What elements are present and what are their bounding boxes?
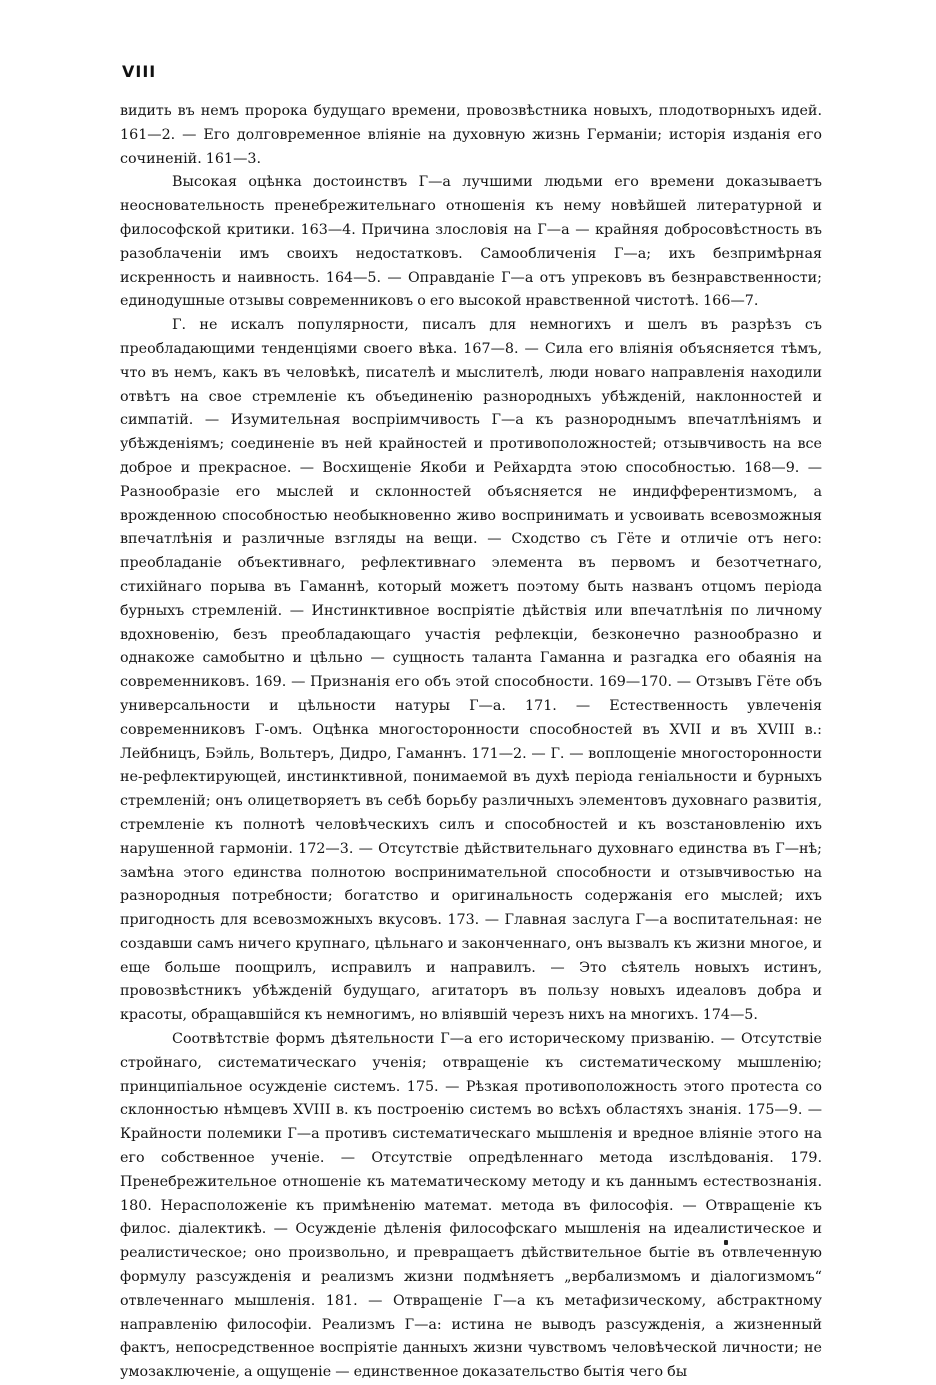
page-number: VIII: [122, 62, 157, 81]
paragraph-forms-of-activity: Соотвѣтствіе формъ дѣятельности Г—а его историческому призванію. — Отсутствіе стройнаго, систематическаго ученія; отвращеніе къ систематическому мышленію; принципіальное осужденіе системъ. 175. — Рѣзкая противоположность этого протеста со склонностью нѣмцевъ XVIII в. къ построенію системъ во всѣхъ областяхъ знанія. 175—9. — Крайности полемики Г—а противъ систематическаго мышленія и вредное вліяніе этого на его собственное ученіе. — Отсутствіе опредѣленнаго метода изслѣдованія. 179. Пренебрежительное отношеніе къ математическому методу и къ даннымъ естествознанія. 180. Нерасположеніе къ примѣненію математ. метода въ философія. — Отвращеніе къ филос. діалектикѣ. — Осужденіе дѣленія философскаго мышленія на идеалистическое и реалистическое; оно произвольно, и превращаетъ дѣйствительное бытіе въ отвлеченную формулу разсужденія и реализмъ жизни подмѣняетъ „вербализмомъ и діалогизмомъ“ отвлеченнаго мышленія. 181. — Отвращеніе Г—а къ метафизическому, абстрактному направленію философіи. Реализмъ Г—а: истина не выводъ разсужденія, а жизненный фактъ, непосредственное воспріятіе данныхъ жизни чувствомъ человѣческой личности; не умозаключеніе, а ощущеніе — единственное доказательство бытія чего бы: [120, 1031, 822, 1381]
page-body-text: [120, 100, 822, 1385]
paragraph-continuation: видить въ немъ пророка будущаго времени, провозвѣстника новыхъ, плодотворныхъ идей. 161—2. — Его долговременное вліяніе на духовную жизнь Германіи; исторія изданія его сочиненій. 161—3.: [120, 103, 822, 167]
paragraph-contemporary-assessment: Высокая оцѣнка достоинствъ Г—а лучшими людьми его времени доказываетъ неосновательность пренебрежительнаго отношенія къ нему новѣйшей литературной и философской критики. 163—4. Причина злословія на Г—а — крайняя добросовѣстность въ разоблаченіи имъ своихъ недостатковъ. Самообличенія Г—а; ихъ безпримѣрная искренность и наивность. 164—5. — Оправданіе Г—а отъ упрековъ въ безнравственности; единодушные отзывы современниковъ о его высокой нравственной чистотѣ. 166—7.: [120, 174, 822, 310]
ink-speck: [724, 1240, 728, 1245]
paragraph-influence-and-receptivity: Г. не искалъ популярности, писалъ для немногихъ и шелъ въ разрѣзъ съ преобладающими тенденціями своего вѣка. 167—8. — Сила его вліянія объясняется тѣмъ, что въ немъ, какъ въ человѣкѣ, писателѣ и мыслителѣ, люди новаго направленія находили отвѣтъ на свое стремленіе къ объединенію разнородныхъ убѣжденій, наклонностей и симпатій. — Изумительная воспріимчивость Г—а къ разнороднымъ впечатлѣніямъ и убѣжденіямъ; соединеніе въ ней крайностей и противоположностей; отзывчивость на все доброе и прекрасное. — Восхищеніе Якоби и Рейхардта этою способностью. 168—9. — Разнообразіе его мыслей и склонностей объясняется не индифферентизмомъ, а врожденною способностью необыкновенно живо воспринимать и усвоивать всевозможныя впечатлѣнія и различные взгляды на вещи. — Сходство съ Гёте и отличіе отъ него: преобладаніе объективнаго, рефлективнаго элемента въ первомъ и безотчетнаго, стихійнаго порыва въ Гаманнѣ, который можетъ поэтому быть названъ отцомъ періода бурныхъ стремленій. — Инстинктивное воспріятіе дѣйствія или впечатлѣнія по личному вдохновенію, безъ преобладающаго участія рефлекціи, безконечно разнообразно и однакоже самобытно и цѣльно — сущность таланта Гаманна и разгадка его обаянія на современниковъ. 169. — Признанія его объ этой способности. 169—170. — Отзывъ Гёте объ универсальности и цѣльности натуры Г—а. 171. — Естественность увлеченія современниковъ Г-омъ. Оцѣнка многосторонности способностей въ XVII и въ XVIII в.: Лейбницъ, Бэйль, Вольтеръ, Дидро, Гаманнъ. 171—2. — Г. — воплощеніе многосторонности не-рефлектирующей, инстинктивной, понимаемой въ духѣ періода геніальности и бурныхъ стремленій; онъ олицетворяетъ въ себѣ борьбу различныхъ элементовъ духовнаго развитія, стремленіе къ полнотѣ человѣческихъ силъ и способностей и къ возстановленію ихъ нарушенной гармоніи. 172—3. — Отсутствіе дѣйствительнаго духовнаго единства въ Г—нѣ; замѣна этого единства полнотою воспринимательной способности и отзывчивостью на разнородныя потребности; богатство и оригинальность содержанія его мыслей; ихъ пригодность для всевозможныхъ вкусовъ. 173. — Главная заслуга Г—а воспитательная: не создавши самъ ничего крупнаго, цѣльнаго и законченнаго, онъ вызвалъ къ жизни многое, и еще больше поощрилъ, исправилъ и направилъ. — Это сѣятель новыхъ истинъ, провозвѣстникъ убѣжденій будущаго, агитаторъ въ пользу новыхъ идеаловъ добра и красоты, обращавшійся къ немногимъ, но вліявшій черезъ нихъ на многихъ. 174—5.: [120, 317, 822, 1024]
